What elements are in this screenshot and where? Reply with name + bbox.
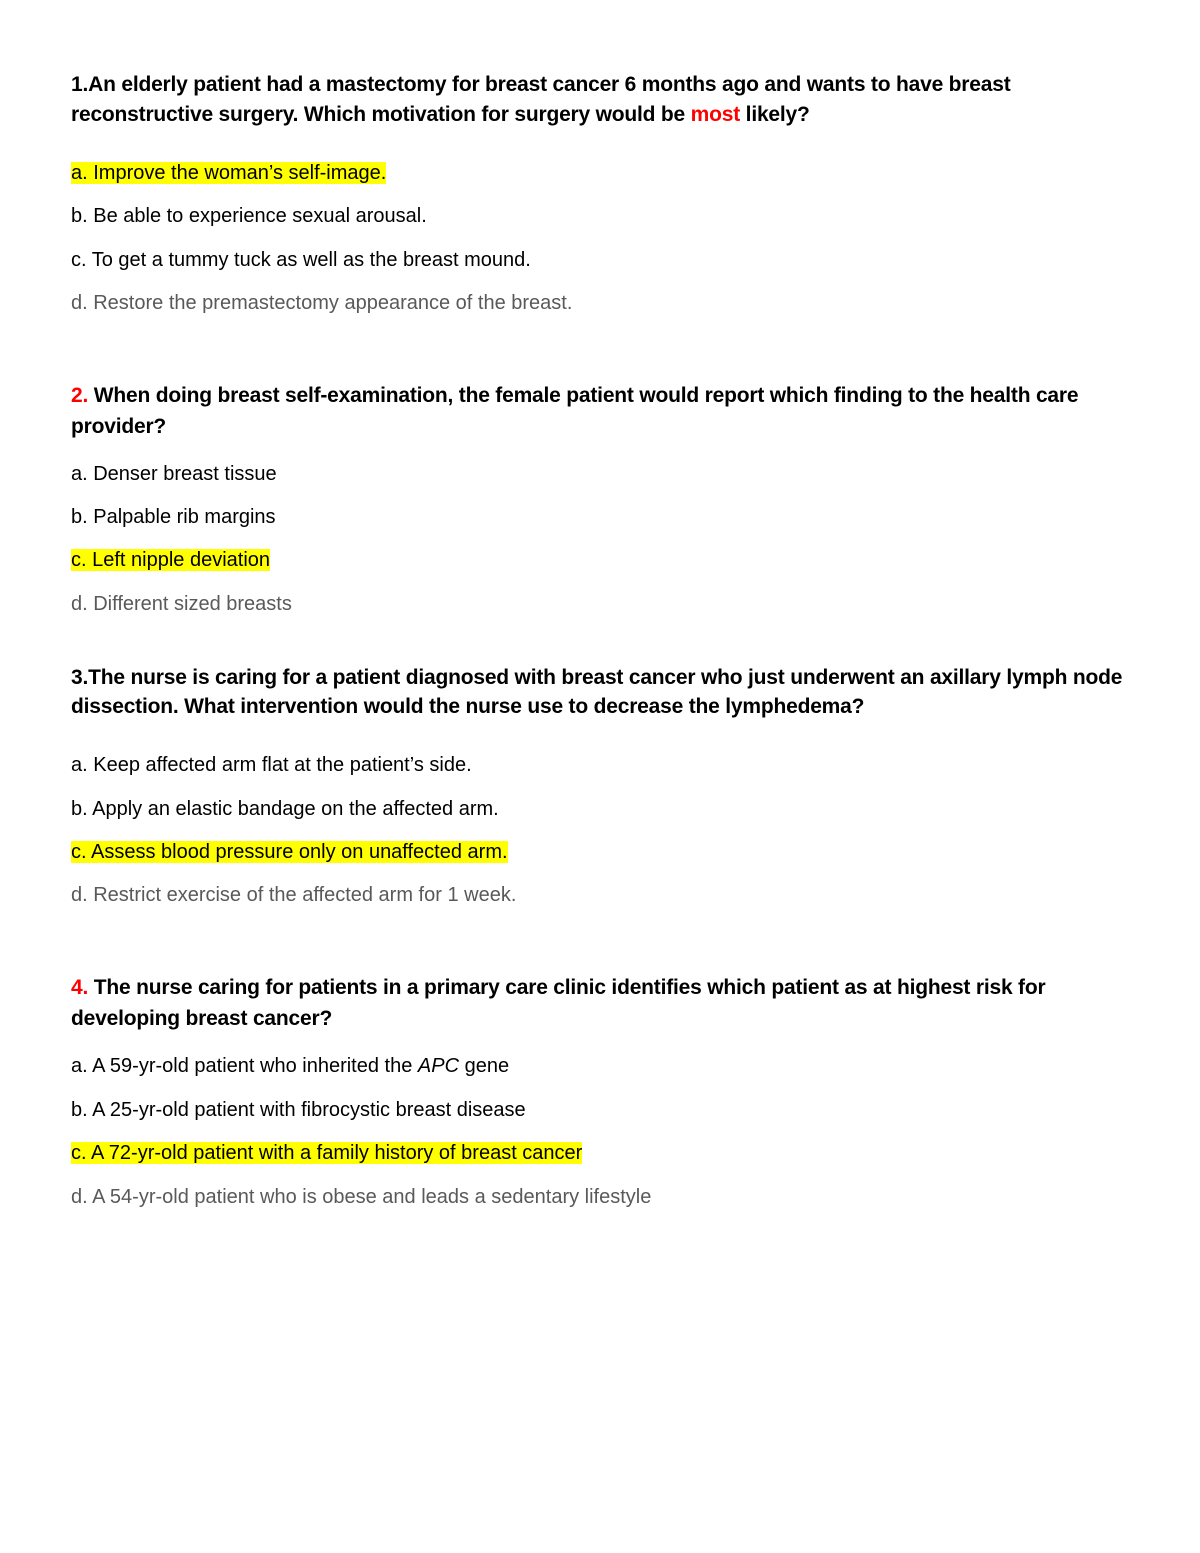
question-4-option-a (71, 1052, 509, 1080)
question-1-line-2 (71, 100, 810, 130)
question-1-option-b: b. Be able to experience sexual arousal. (71, 205, 427, 227)
question-3-option-c (71, 838, 508, 866)
question-4-option-b: b. A 25-yr-old patient with fibrocystic breast disease (71, 1099, 526, 1121)
question-1-line-1: 1.An elderly patient had a mastectomy for breast cancer 6 months ago and wants to have breast (71, 73, 1011, 96)
answer-highlight: a. Improve the woman’s self-image. (71, 162, 387, 184)
question-2-option-b: b. Palpable rib margins (71, 506, 276, 528)
question-4-line-1 (71, 973, 1045, 1003)
answer-highlight: c. Assess blood pressure only on unaffected arm. (71, 841, 508, 863)
question-1-text-b: likely? (740, 103, 810, 126)
question-2-option-a: a. Denser breast tissue (71, 463, 277, 485)
question-3-option-a: a. Keep affected arm flat at the patient’s side. (71, 754, 472, 776)
question-2-line-2: provider? (71, 415, 167, 438)
question-1-option-a (71, 159, 386, 187)
question-4-number: 4. (71, 976, 89, 999)
question-2-option-d: d. Different sized breasts (71, 593, 292, 615)
question-3-option-d: d. Restrict exercise of the affected arm for 1 week. (71, 884, 517, 906)
question-4-option-a-gene: APC (417, 1055, 460, 1077)
question-3-line-1: 3.The nurse is caring for a patient diagnosed with breast cancer who just underwent an axillary lymph node (71, 666, 1123, 689)
question-3-option-b: b. Apply an elastic bandage on the affected arm. (71, 798, 499, 820)
question-4-text: The nurse caring for patients in a primary care clinic identifies which patient as at highest risk for (88, 976, 1046, 999)
question-1-emphasis: most (690, 103, 741, 126)
question-1-option-d: d. Restore the premastectomy appearance of the breast. (71, 292, 573, 314)
question-2-text: When doing breast self-examination, the female patient would report which finding to the health care (88, 384, 1079, 407)
question-4-option-d: d. A 54-yr-old patient who is obese and leads a sedentary lifestyle (71, 1186, 652, 1208)
question-4-option-c (71, 1139, 582, 1167)
question-2-number: 2. (71, 384, 89, 407)
question-3-line-2: dissection. What intervention would the nurse use to decrease the lymphedema? (71, 695, 865, 718)
answer-highlight: c. Left nipple deviation (71, 549, 271, 571)
question-1-text-a: reconstructive surgery. Which motivation for surgery would be (71, 103, 691, 126)
question-4-option-a-pre: a. A 59-yr-old patient who inherited the (71, 1055, 418, 1077)
answer-highlight: c. A 72-yr-old patient with a family history of breast cancer (71, 1142, 583, 1164)
question-2-line-1 (71, 381, 1078, 411)
question-2-option-c (71, 546, 270, 574)
question-1-option-c: c. To get a tummy tuck as well as the breast mound. (71, 249, 531, 271)
question-4-line-2: developing breast cancer? (71, 1007, 333, 1030)
question-4-option-a-post: gene (459, 1055, 510, 1077)
